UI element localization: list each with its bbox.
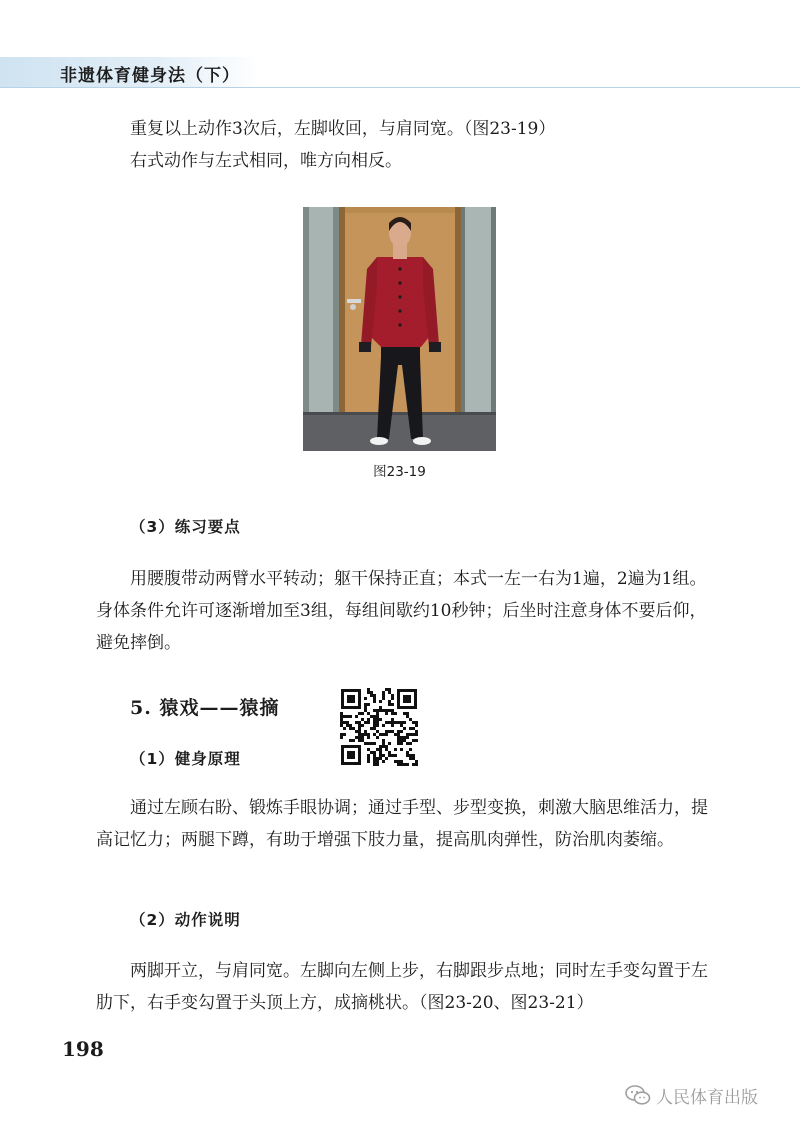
- practice-text: 用腰腹带动两臂水平转动；躯干保持正直；本式一左一右为1遍，2遍为1组。身体条件允许可逐渐增加至3组，每组间歇约10秒钟；后坐时注意身体不要后仰，避免摔倒。: [96, 569, 707, 653]
- practice-heading: （3）练习要点: [130, 518, 241, 536]
- header-rule: [0, 87, 800, 88]
- action-text: 两脚开立，与肩同宽。左脚向左侧上步，右脚跟步点地；同时左手变勾置于左肋下，右手变勾置于头顶上方，成摘桃状。（图23-20、图23-21）: [96, 961, 708, 1013]
- principle-text: 通过左顾右盼、锻炼手眼协调；通过手型、步型变换，刺激大脑思维活力，提高记忆力；两腿下蹲，有助于增强下肢力量，提高肌肉弹性，防治肌肉萎缩。: [96, 798, 708, 850]
- action-heading: （2）动作说明: [130, 911, 241, 929]
- wechat-icon: [624, 1084, 652, 1106]
- watermark: [624, 1080, 758, 1110]
- running-header-title: 非遗体育健身法（下）: [60, 66, 240, 86]
- qr-code[interactable]: [340, 688, 418, 766]
- body-paragraph: 重复以上动作3次后，左脚收回，与肩同宽。（图23-19）: [130, 119, 556, 139]
- qr-code-graphic: [340, 688, 418, 766]
- figure-caption: 图23-19: [373, 464, 426, 480]
- section-title: 5. 猿戏——猿摘: [130, 697, 280, 719]
- page-number: 198: [62, 1037, 104, 1061]
- figure-illustration: [303, 207, 496, 451]
- principle-heading: （1）健身原理: [130, 750, 241, 768]
- figure-photo-standing-pose: [303, 207, 496, 451]
- body-paragraph: 右式动作与左式相同，唯方向相反。: [130, 151, 402, 171]
- watermark-text: 人民体育出版: [656, 1087, 758, 1108]
